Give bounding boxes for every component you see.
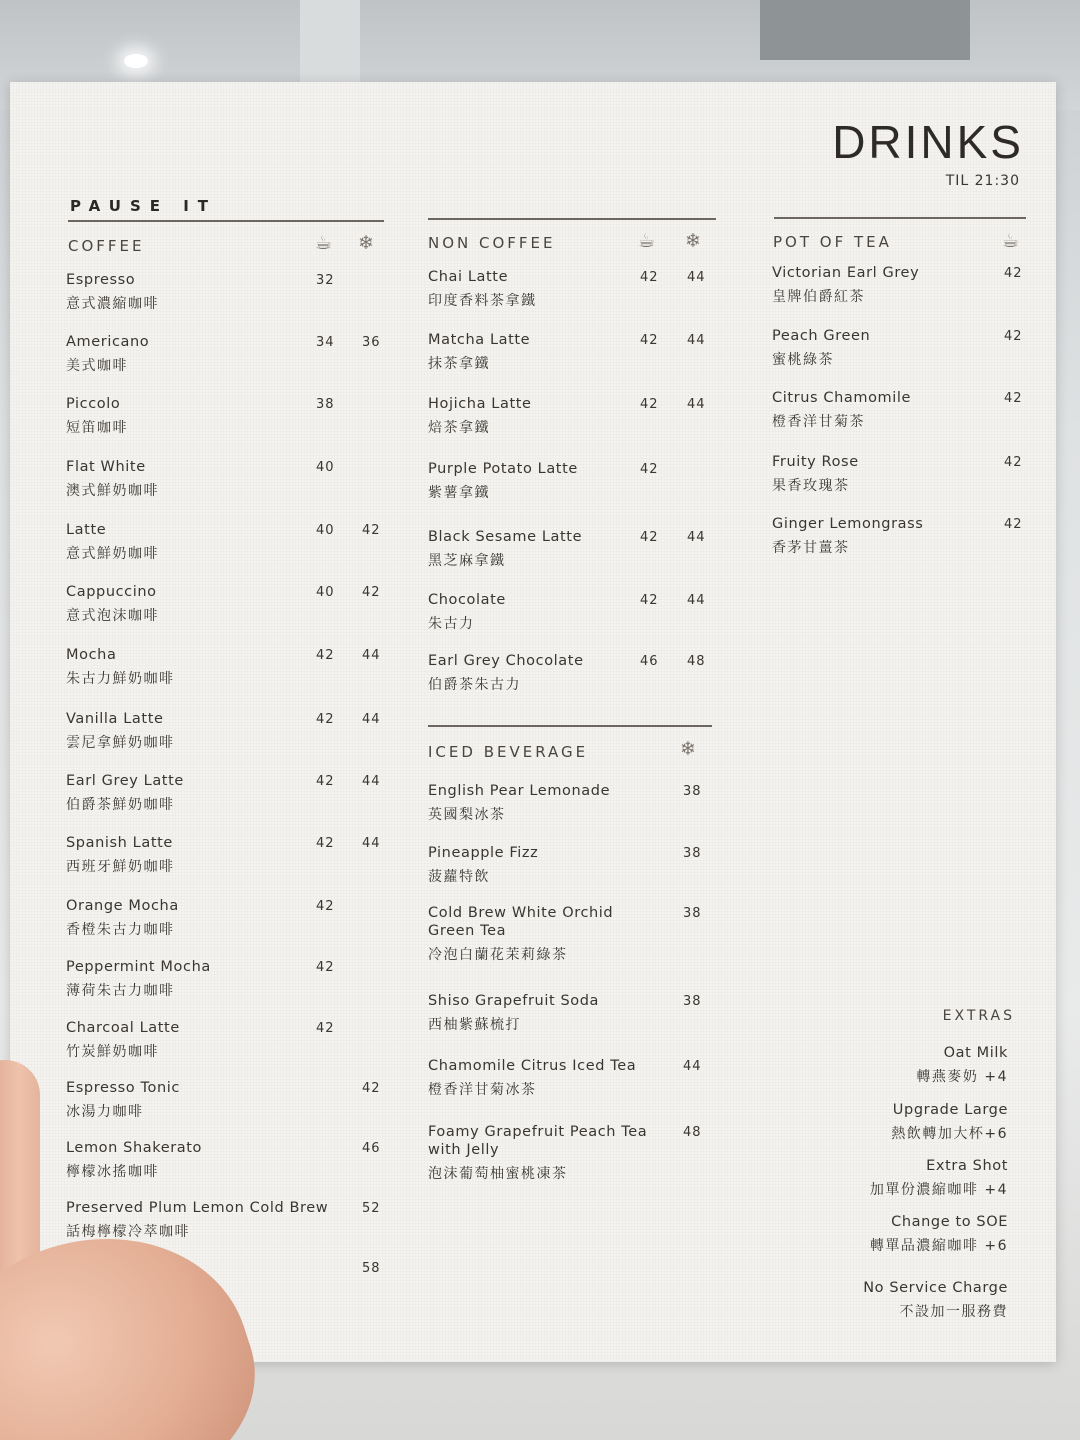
item-name: Espresso — [66, 272, 136, 288]
section-heading-coffee: COFFEE — [68, 237, 145, 255]
item-name-chinese: 檸檬冰搖咖啡 — [66, 1164, 159, 1180]
item-name: Cold Brew White Orchid — [428, 905, 614, 921]
price-iced: 48 — [687, 654, 706, 669]
section-divider — [428, 725, 712, 727]
extras-item — [768, 1279, 1008, 1321]
item-name-chinese: 抹茶拿鐵 — [428, 356, 490, 372]
price-hot: 42 — [640, 397, 659, 412]
item-name-chinese: 紫薯拿鐵 — [428, 485, 490, 501]
price-hot: 42 — [316, 836, 335, 851]
menu-item — [428, 460, 578, 502]
menu-item — [66, 1019, 180, 1061]
price: 48 — [683, 1125, 702, 1140]
item-name-chinese: 蜜桃綠茶 — [772, 352, 834, 368]
menu-item — [772, 453, 859, 495]
item-name-chinese: 印度香料茶拿鐵 — [428, 293, 537, 309]
extras-name-chinese: 轉單品濃縮咖啡 +6 — [869, 1238, 1008, 1254]
menu-item — [772, 264, 919, 306]
item-name-chinese: 橙香洋甘菊冰茶 — [428, 1082, 537, 1098]
item-name: Pineapple Fizz — [428, 845, 539, 861]
ceiling-light — [124, 54, 148, 68]
extras-item — [768, 1157, 1008, 1199]
price-hot: 46 — [640, 654, 659, 669]
item-name: Espresso Tonic — [66, 1080, 180, 1096]
snowflake-icon: ❄ — [685, 230, 701, 252]
item-name: Matcha Latte — [428, 332, 531, 348]
item-name: Peach Green — [772, 328, 871, 344]
price-hot: 42 — [640, 462, 659, 477]
menu-item — [428, 268, 537, 310]
price-iced: 44 — [362, 836, 381, 851]
menu-item — [66, 583, 159, 625]
price: 38 — [683, 784, 702, 799]
price: 42 — [1004, 455, 1023, 470]
item-name-chinese: 話梅檸檬冷萃咖啡 — [66, 1224, 190, 1240]
price-iced: 42 — [362, 523, 381, 538]
price: 44 — [683, 1059, 702, 1074]
menu-item — [428, 782, 610, 824]
price-iced: 36 — [362, 335, 381, 350]
price-iced: 44 — [687, 333, 706, 348]
menu-title: DRINKS — [832, 116, 1024, 168]
item-name: Latte — [66, 522, 107, 538]
price-hot: 42 — [316, 899, 335, 914]
item-name-chinese: 黑芝麻拿鐵 — [428, 553, 506, 569]
item-name: Chocolate — [428, 592, 506, 608]
price-hot: 42 — [316, 648, 335, 663]
price-hot: 34 — [316, 335, 335, 350]
menu-item — [66, 1139, 202, 1181]
price-hot: 42 — [316, 712, 335, 727]
item-name-chinese: 意式濃縮咖啡 — [66, 296, 159, 312]
hot-cup-icon: ☕ — [315, 232, 333, 254]
opening-hours: TIL 21:30 — [945, 173, 1020, 189]
item-name: Preserved Plum Lemon Cold Brew — [66, 1200, 329, 1216]
item-name-chinese: 西班牙鮮奶咖啡 — [66, 859, 175, 875]
item-name-chinese: 雲尼拿鮮奶咖啡 — [66, 735, 175, 751]
menu-item — [428, 844, 538, 886]
menu-item — [66, 395, 128, 437]
item-name: Fruity Rose — [772, 454, 859, 470]
item-name-chinese: 橙香洋甘菊茶 — [772, 414, 865, 430]
item-name-chinese: 美式咖啡 — [66, 358, 128, 374]
price-iced: 52 — [362, 1201, 381, 1216]
item-name-chinese: 意式鮮奶咖啡 — [66, 546, 159, 562]
menu-item — [428, 652, 584, 694]
item-name-chinese: 意式泡沫咖啡 — [66, 608, 159, 624]
item-name-chinese: 皇牌伯爵紅茶 — [772, 289, 865, 305]
menu-item — [428, 591, 506, 633]
price: 42 — [1004, 329, 1023, 344]
price-hot: 38 — [316, 397, 335, 412]
item-name: Piccolo — [66, 396, 121, 412]
extras-name: Oat Milk — [943, 1045, 1008, 1061]
price: 42 — [1004, 517, 1023, 532]
price: 42 — [1004, 391, 1023, 406]
item-name: Chai Latte — [428, 269, 509, 285]
item-name-chinese: 英國梨冰茶 — [428, 807, 506, 823]
menu-item — [66, 772, 184, 814]
menu-item — [66, 521, 159, 563]
price-iced: 44 — [362, 774, 381, 789]
item-name-chinese: 伯爵茶鮮奶咖啡 — [66, 797, 175, 813]
item-name-chinese: 香橙朱古力咖啡 — [66, 922, 175, 938]
section-heading-non-coffee: NON COFFEE — [428, 234, 556, 252]
extras-name: Change to SOE — [891, 1214, 1008, 1230]
item-name: Earl Grey Chocolate — [428, 653, 584, 669]
menu-item — [428, 395, 532, 437]
price-iced: 44 — [362, 648, 381, 663]
menu-item — [428, 904, 613, 964]
section-heading-iced-beverage: ICED BEVERAGE — [428, 743, 589, 761]
item-name: Shiso Grapefruit Soda — [428, 993, 600, 1009]
item-name: Victorian Earl Grey — [772, 265, 920, 281]
price-iced: 58 — [362, 1261, 381, 1276]
item-name: English Pear Lemonade — [428, 783, 611, 799]
item-name: Charcoal Latte — [66, 1020, 180, 1036]
item-name: Spanish Latte — [66, 835, 173, 851]
item-name: Americano — [66, 334, 150, 350]
price-hot: 40 — [316, 460, 335, 475]
menu-item — [66, 1199, 328, 1241]
item-name: Black Sesame Latte — [428, 529, 583, 545]
price-hot: 32 — [316, 273, 335, 288]
menu-item — [428, 992, 599, 1034]
item-name: Vanilla Latte — [66, 711, 164, 727]
price-hot: 42 — [316, 774, 335, 789]
item-name-chinese: 焙茶拿鐵 — [428, 420, 490, 436]
menu-item — [772, 515, 923, 557]
price-hot: 40 — [316, 523, 335, 538]
item-name-chinese: 冰湯力咖啡 — [66, 1104, 144, 1120]
menu-item — [428, 331, 530, 373]
item-name-chinese: 薄荷朱古力咖啡 — [66, 983, 175, 999]
price-hot: 42 — [316, 960, 335, 975]
item-name: Flat White — [66, 459, 146, 475]
item-name: Chamomile Citrus Iced Tea — [428, 1058, 637, 1074]
item-name-chinese: 伯爵茶朱古力 — [428, 677, 521, 693]
price-iced: 42 — [362, 1081, 381, 1096]
item-name-cont: Green Tea — [428, 923, 507, 939]
item-name: Citrus Chamomile — [772, 390, 912, 406]
menu-item — [66, 1079, 180, 1121]
item-name-chinese: 菠蘿特飲 — [428, 869, 490, 885]
menu-item — [66, 271, 159, 313]
section-divider — [68, 220, 384, 222]
price-hot: 42 — [640, 593, 659, 608]
item-name: Peppermint Mocha — [66, 959, 211, 975]
extras-item — [768, 1101, 1008, 1143]
menu-item — [428, 528, 582, 570]
menu-item — [66, 646, 175, 688]
price-iced: 46 — [362, 1141, 381, 1156]
brand-name: PAUSE IT — [70, 197, 218, 215]
price-hot: 42 — [640, 333, 659, 348]
extras-name-chinese: 加單份濃縮咖啡 +4 — [869, 1182, 1008, 1198]
background-fixture — [760, 0, 970, 60]
hot-cup-icon: ☕ — [638, 230, 656, 252]
price: 38 — [683, 994, 702, 1009]
section-divider — [428, 218, 716, 220]
item-name-chinese: 短笛咖啡 — [66, 420, 128, 436]
menu-card — [10, 82, 1056, 1362]
item-name: Foamy Grapefruit Peach Tea — [428, 1124, 648, 1140]
snowflake-icon: ❄ — [358, 232, 374, 254]
extras-item — [768, 1044, 1008, 1086]
price: 38 — [683, 906, 702, 921]
extras-name: Extra Shot — [926, 1158, 1008, 1174]
item-name-chinese: 香茅甘薑茶 — [772, 540, 850, 556]
extras-item — [768, 1213, 1008, 1255]
item-name: Purple Potato Latte — [428, 461, 578, 477]
extras-name: No Service Charge — [863, 1280, 1008, 1296]
menu-item — [772, 327, 870, 369]
item-name-chinese: 竹炭鮮奶咖啡 — [66, 1044, 159, 1060]
menu-item — [66, 897, 179, 939]
item-name: Ginger Lemongrass — [772, 516, 924, 532]
hot-cup-icon: ☕ — [1002, 230, 1020, 252]
price-iced: 44 — [687, 270, 706, 285]
item-name: Cappuccino — [66, 584, 157, 600]
price-iced: 44 — [687, 397, 706, 412]
price-hot: 40 — [316, 585, 335, 600]
section-divider — [774, 217, 1026, 219]
menu-item — [66, 458, 159, 500]
price-iced: 44 — [687, 593, 706, 608]
price-iced: 44 — [362, 712, 381, 727]
item-name-chinese: 西柚紫蘇梳打 — [428, 1017, 521, 1033]
menu-item — [66, 834, 175, 876]
price-iced: 42 — [362, 585, 381, 600]
item-name-chinese: 澳式鮮奶咖啡 — [66, 483, 159, 499]
price: 38 — [683, 846, 702, 861]
menu-item — [66, 710, 175, 752]
price-hot: 42 — [316, 1021, 335, 1036]
price-hot: 42 — [640, 530, 659, 545]
extras-name-chinese: 不設加一服務費 — [899, 1304, 1008, 1320]
snowflake-icon: ❄ — [680, 738, 696, 760]
menu-item — [772, 389, 911, 431]
section-heading-pot-of-tea: POT OF TEA — [773, 233, 892, 251]
item-name: Mocha — [66, 647, 117, 663]
menu-item — [66, 958, 211, 1000]
item-name-chinese: 朱古力 — [428, 616, 475, 632]
item-name-chinese: 泡沫葡萄柚蜜桃凍茶 — [428, 1166, 568, 1182]
menu-item — [428, 1123, 647, 1183]
item-name: Earl Grey Latte — [66, 773, 184, 789]
extras-name: Upgrade Large — [892, 1102, 1008, 1118]
item-name: Orange Mocha — [66, 898, 179, 914]
item-name: Hojicha Latte — [428, 396, 532, 412]
menu-item — [428, 1057, 636, 1099]
price-hot: 42 — [640, 270, 659, 285]
menu-item — [66, 333, 149, 375]
item-name-chinese: 冷泡白蘭花茉莉綠茶 — [428, 947, 568, 963]
extras-name-chinese: 轉燕麥奶 +4 — [916, 1069, 1008, 1085]
item-name-chinese: 朱古力鮮奶咖啡 — [66, 671, 175, 687]
item-name-cont: with Jelly — [428, 1142, 500, 1158]
item-name-chinese: 果香玫瑰茶 — [772, 478, 850, 494]
price: 42 — [1004, 266, 1023, 281]
price-iced: 44 — [687, 530, 706, 545]
section-heading-extras: EXTRAS — [942, 1008, 1015, 1024]
extras-name-chinese: 熱飲轉加大杯+6 — [891, 1126, 1008, 1142]
item-name: Lemon Shakerato — [66, 1140, 203, 1156]
